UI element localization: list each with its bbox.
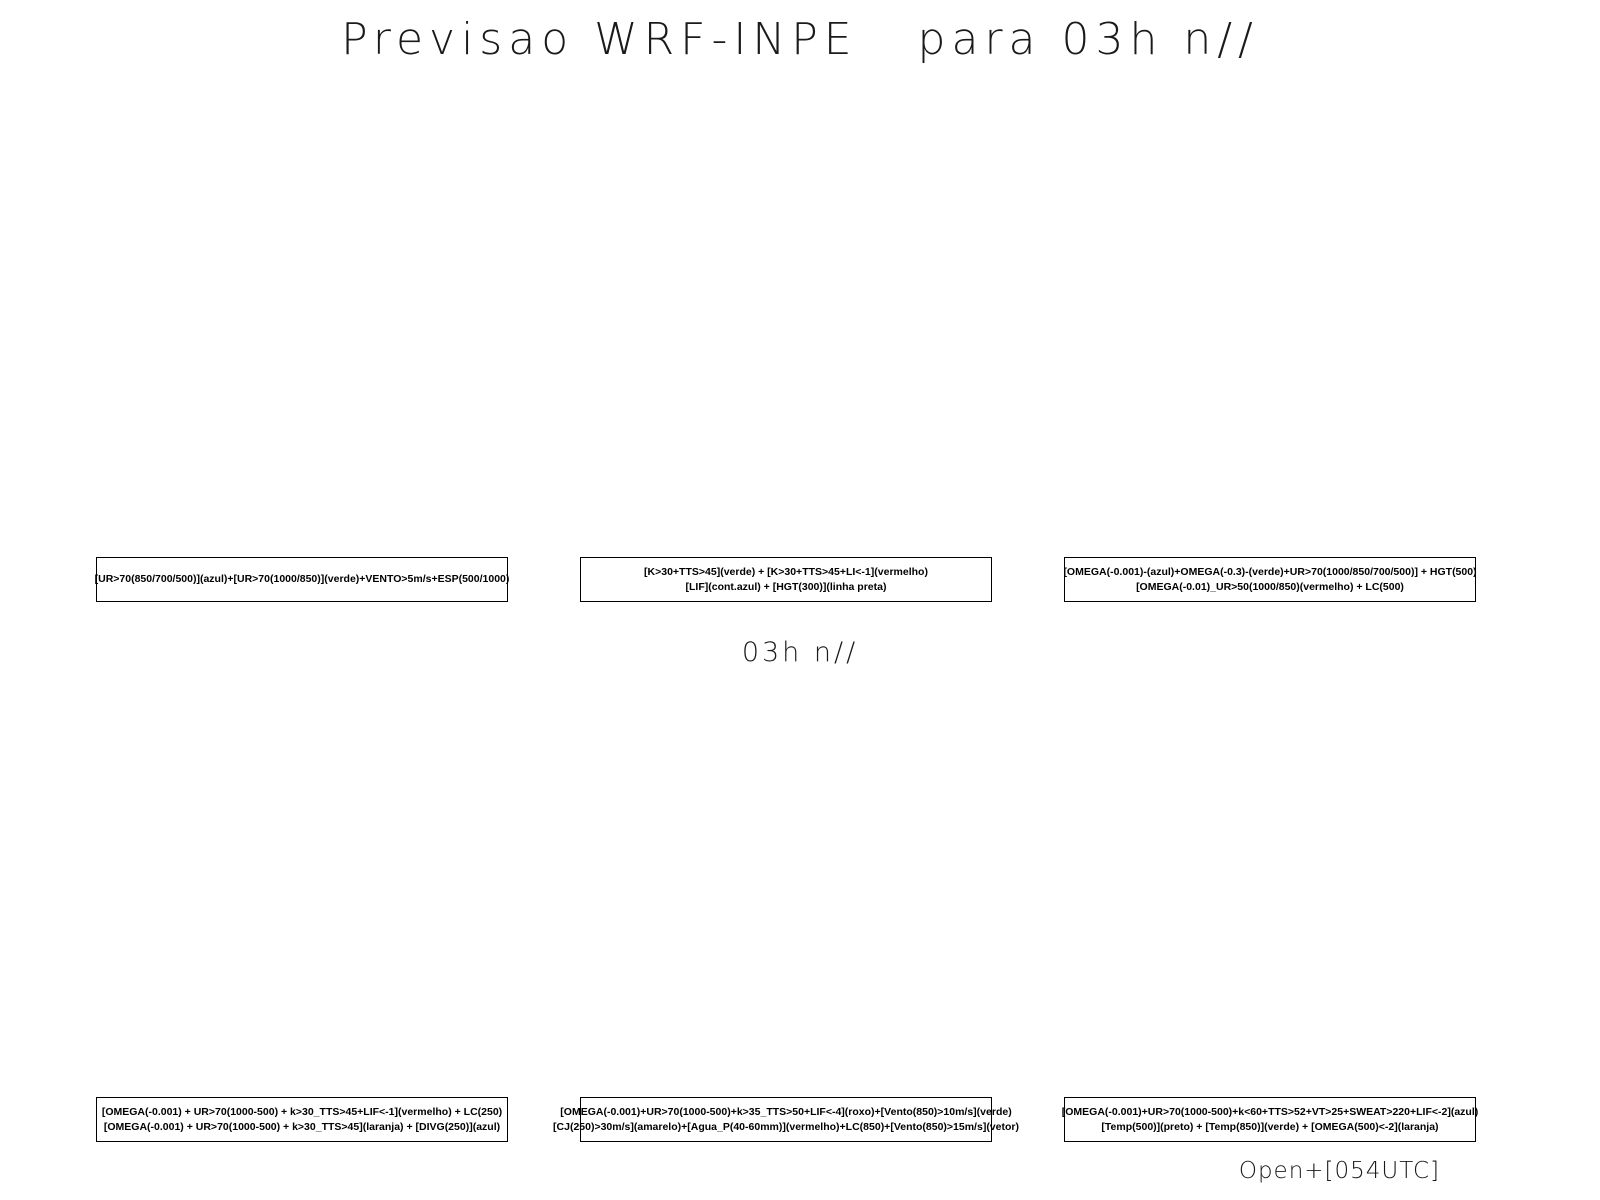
legend-line: [OMEGA(-0.001)+UR>70(1000-500)+k<60+TTS>52+VT>25+SWEAT>220+LIF<-2](azul) [1061, 1105, 1479, 1118]
legend-box-umidade-vento-esp [96, 557, 508, 602]
legend-line: [Temp(500)](preto) + [Temp(850)](verde) + [OMEGA(500)<-2](laranja) [1101, 1120, 1439, 1133]
legend-line: [K>30+TTS>45](verde) + [K>30+TTS>45+LI<-1](vermelho) [644, 565, 928, 578]
page-title: Previsao WRF-INPE para 03h n// [341, 14, 1259, 65]
map-panel-r1c3 [1064, 110, 1476, 550]
legend-line: [OMEGA(-0.001)+UR>70(1000-500)+k>35_TTS>50+LIF<-4](roxo)+[Vento(850)>10m/s](verde) [560, 1105, 1012, 1118]
map-panel-r1c1 [96, 110, 508, 550]
legend-box-omega-ur-hgt-lc [1064, 557, 1476, 602]
legend-line: [UR>70(850/700/500)](azul)+[UR>70(1000/850)](verde)+VENTO>5m/s+ESP(500/1000) [94, 573, 510, 585]
legend-line: [OMEGA(-0.01)_UR>50(1000/850)(vermelho) + LC(500) [1136, 580, 1404, 593]
map-panel-r2c2 [580, 680, 992, 1090]
footer-note: Open+[054UTC] [1238, 1158, 1440, 1184]
legend-box-omega-ur-k60-sweat-temp [1061, 1097, 1479, 1142]
legend-line: [OMEGA(-0.001) + UR>70(1000-500) + k>30_TTS>45](laranja) + [DIVG(250)](azul) [103, 1120, 501, 1133]
legend-box-k-tts-li-lif-hgt [580, 557, 992, 602]
map-panel-r1c2 [580, 110, 992, 550]
legend-box-omega-ur-k30-lif-lc-divg [96, 1097, 508, 1142]
section-title: 03h n// [741, 637, 859, 668]
legend-line: [LIF](cont.azul) + [HGT(300)](linha preta) [685, 580, 887, 593]
legend-line: [OMEGA(-0.001) + UR>70(1000-500) + k>30_TTS>45+LIF<-1](vermelho) + LC(250) [101, 1105, 503, 1118]
legend-line: [OMEGA(-0.001)-(azul)+OMEGA(-0.3)-(verde)+UR>70(1000/850/700/500)] + HGT(500) [1063, 565, 1477, 578]
legend-line: [CJ(250)>30m/s](amarelo)+[Agua_P(40-60mm)](vermelho)+LC(850)+[Vento(850)>15m/s](vetor) [553, 1120, 1019, 1133]
map-panel-r2c3 [1064, 680, 1476, 1090]
map-panel-r2c1 [96, 680, 508, 1090]
legend-box-omega-ur-k35-cj-agua-lc-vento [553, 1097, 1019, 1142]
